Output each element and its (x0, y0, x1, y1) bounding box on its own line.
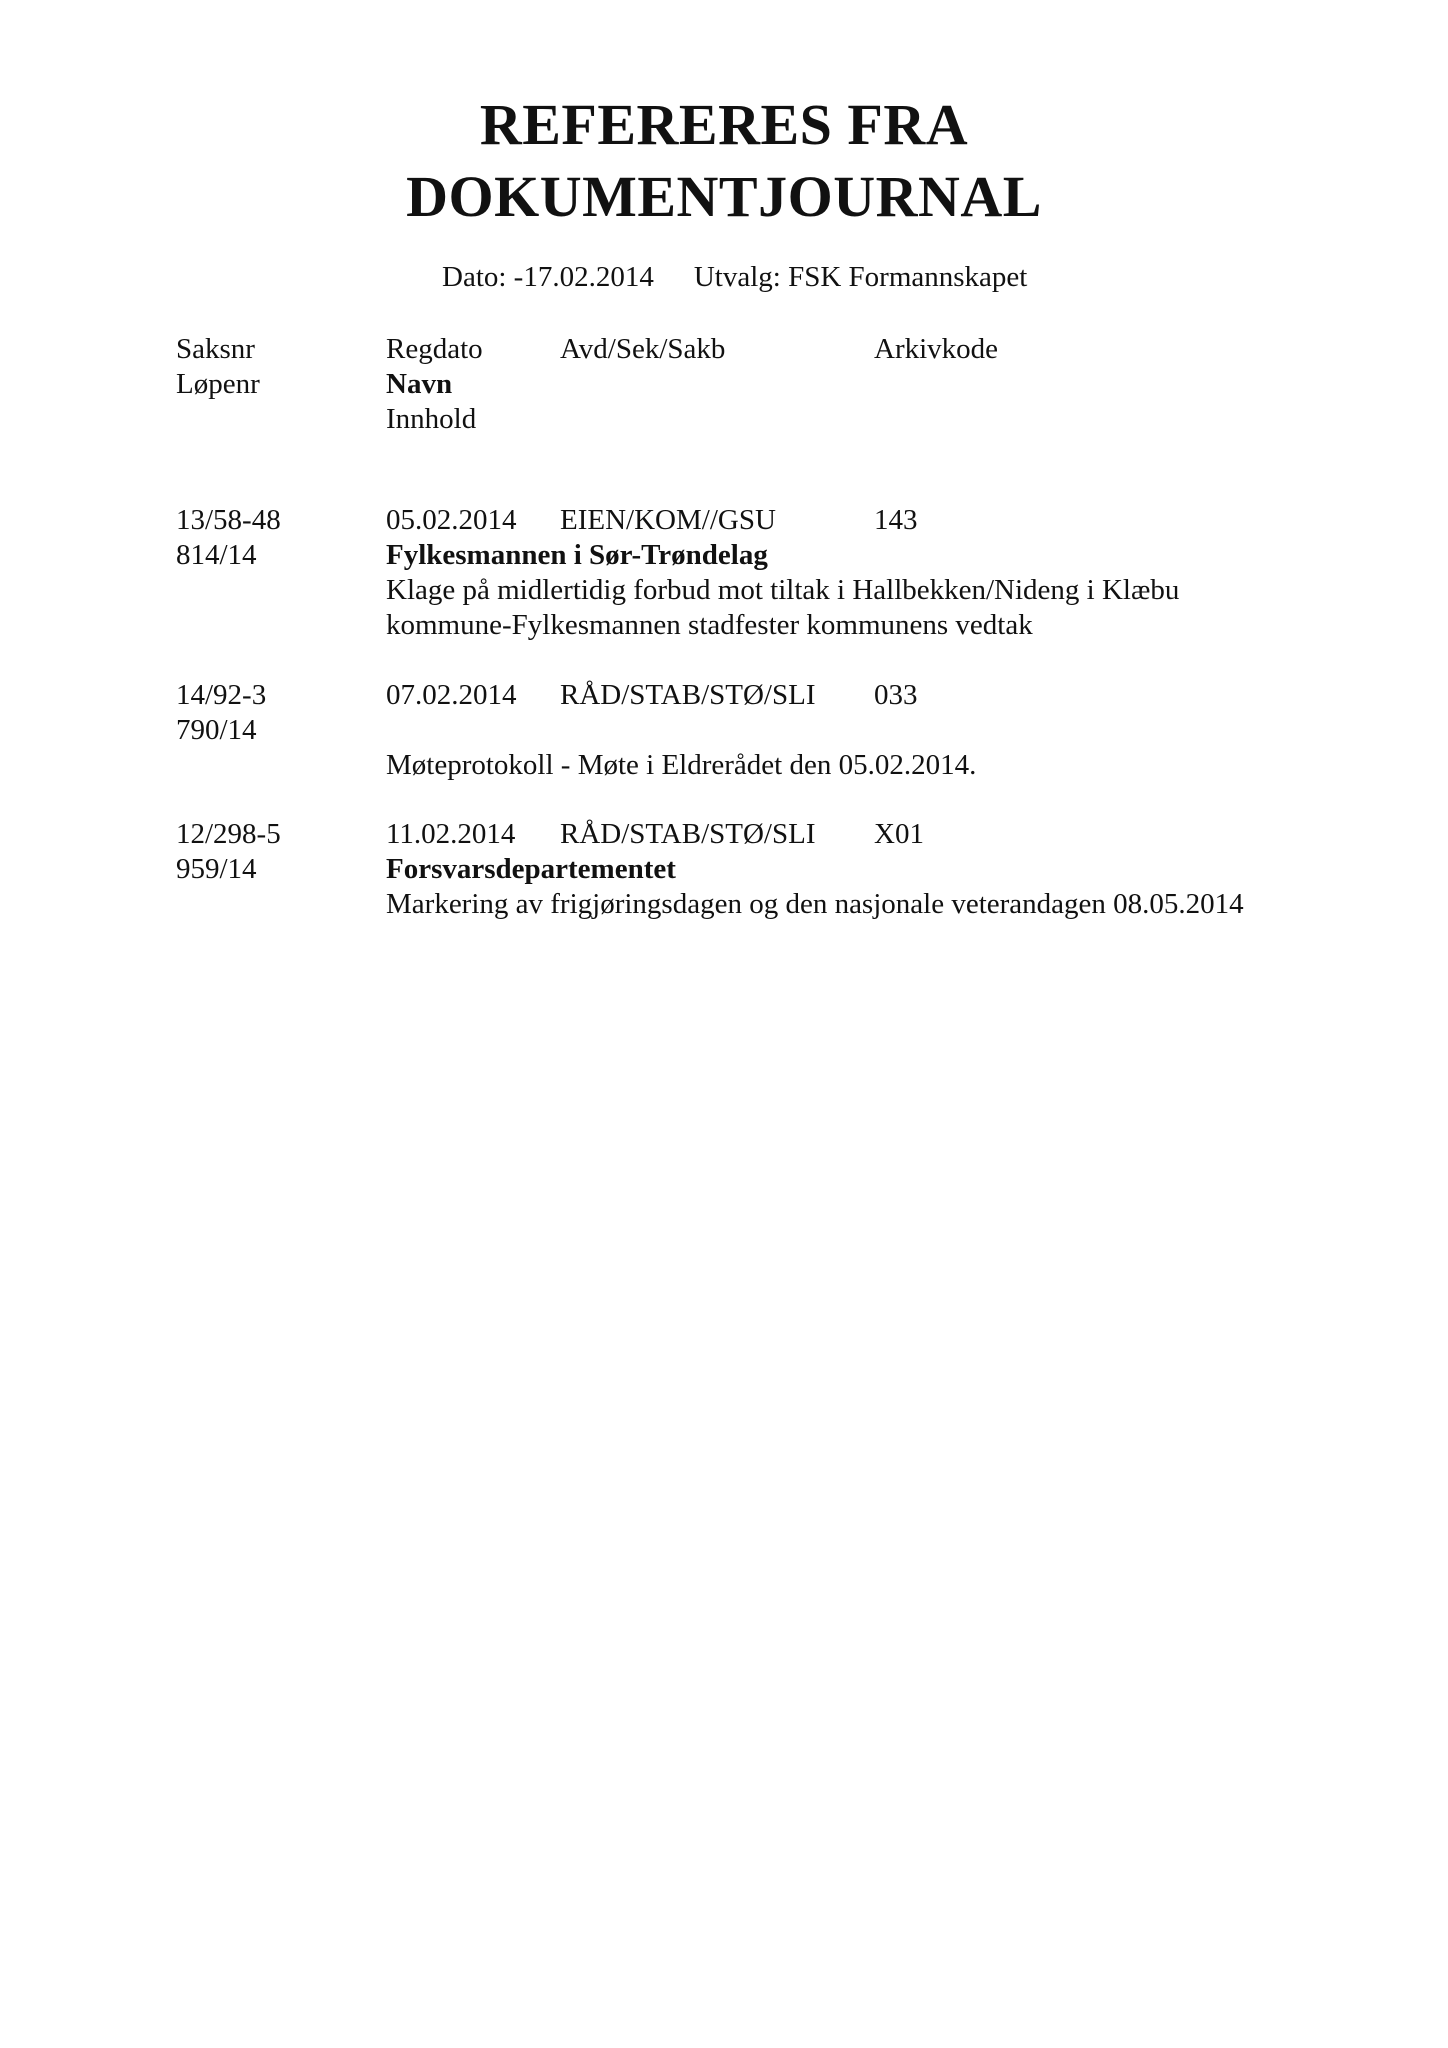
meta-line (442, 260, 1027, 294)
document-title-line2: DOKUMENTJOURNAL (406, 164, 1042, 229)
header-avd: Avd/Sek/Sakb (560, 333, 726, 365)
entry-regdato: 11.02.2014 (386, 818, 516, 850)
meta-utvalg: Utvalg: FSK Formannskapet (693, 261, 1028, 293)
entry-innhold-line1: Møteprotokoll - Møte i Eldrerådet den 05.02.2014. (386, 749, 977, 781)
entry-navn: Fylkesmannen i Sør-Trøndelag (386, 539, 768, 571)
meta-dato: Dato: -17.02.2014 (442, 261, 654, 293)
entry-arkivkode: 143 (874, 504, 918, 536)
header-saksnr: Saksnr (176, 333, 255, 365)
entry-arkivkode: X01 (874, 818, 924, 850)
header-navn: Navn (386, 368, 453, 400)
entry-saksnr: 12/298-5 (176, 818, 281, 850)
header-lopenr: Løpenr (176, 368, 260, 400)
entry-innhold-line1: Klage på midlertidig forbud mot tiltak i Hallbekken/Nideng i Klæbu (386, 574, 1180, 606)
header-arkivkode: Arkivkode (874, 333, 999, 365)
entry-navn: Forsvarsdepartementet (386, 853, 676, 885)
entry-saksnr: 14/92-3 (176, 679, 267, 711)
entry-innhold-line1: Markering av frigjøringsdagen og den nasjonale veterandagen 08.05.2014 (386, 888, 1244, 920)
header-regdato: Regdato (386, 333, 483, 365)
entry-regdato: 07.02.2014 (386, 679, 517, 711)
document-title-line1: REFERERES FRA (479, 92, 969, 157)
entry-avd: RÅD/STAB/STØ/SLI (560, 679, 816, 711)
header-innhold: Innhold (386, 403, 477, 435)
entry-saksnr: 13/58-48 (176, 504, 281, 536)
entry-lopenr: 959/14 (176, 853, 257, 885)
entry-innhold-line2: kommune-Fylkesmannen stadfester kommunens vedtak (386, 609, 1033, 641)
entry-lopenr: 790/14 (176, 714, 257, 746)
entry-avd: EIEN/KOM//GSU (560, 504, 776, 536)
entry-regdato: 05.02.2014 (386, 504, 517, 536)
entry-lopenr: 814/14 (176, 539, 257, 571)
entry-avd: RÅD/STAB/STØ/SLI (560, 818, 816, 850)
entry-arkivkode: 033 (874, 679, 918, 711)
